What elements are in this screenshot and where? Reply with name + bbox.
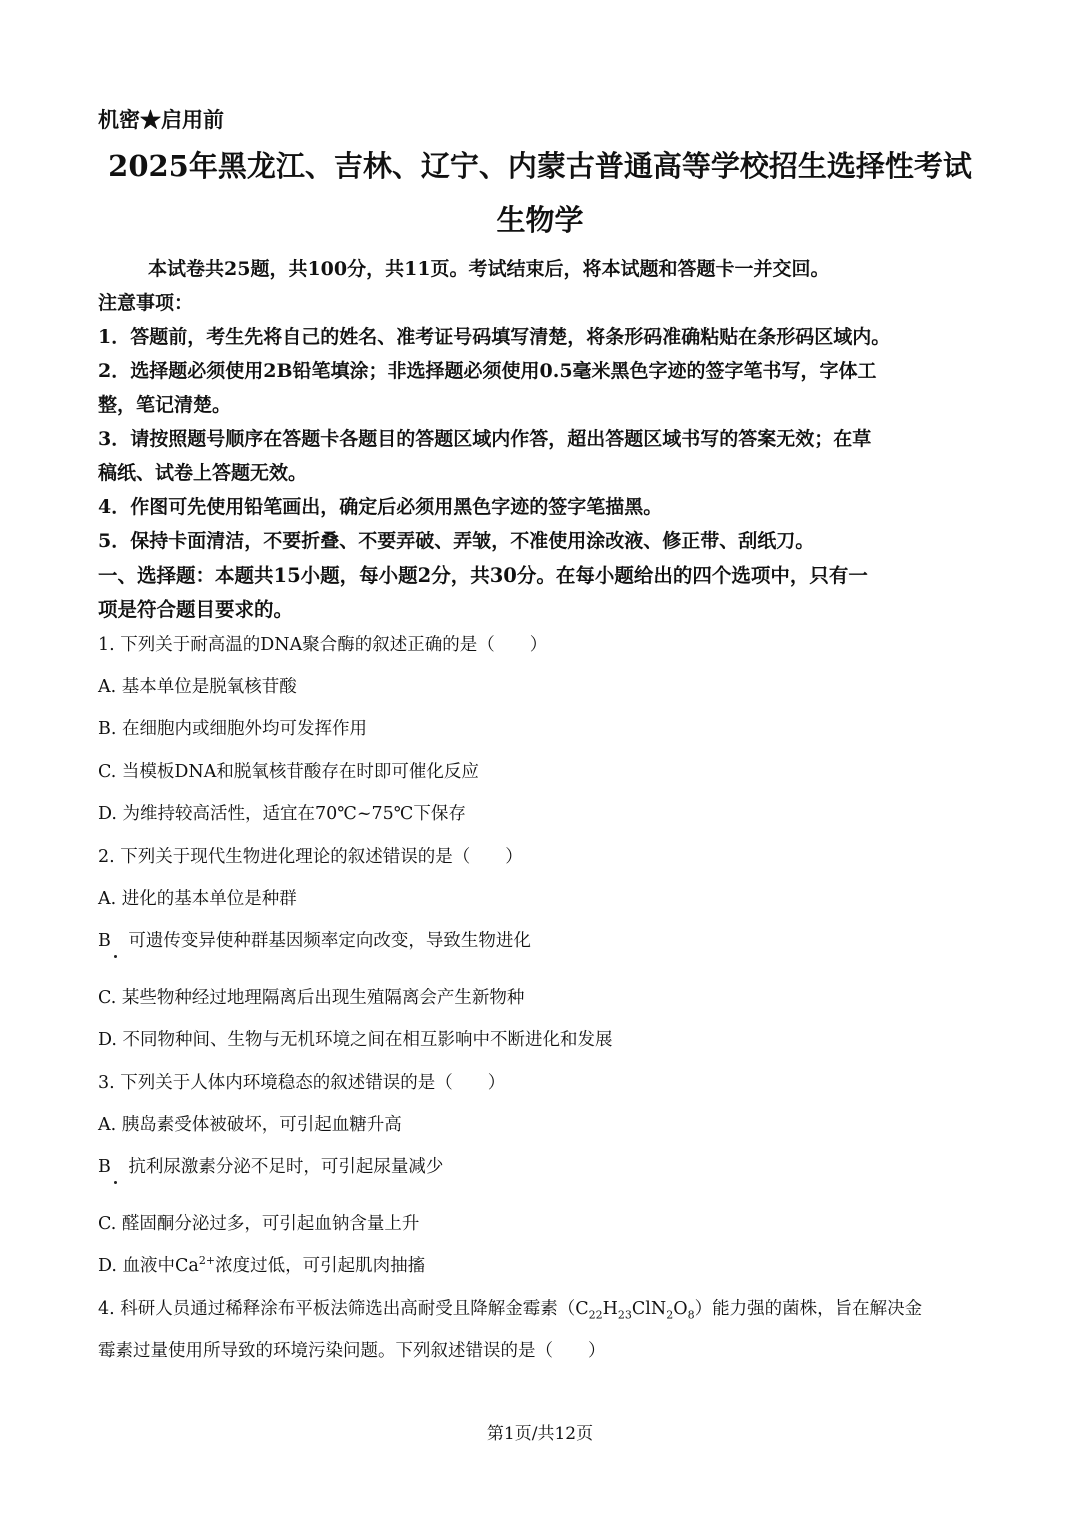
notice-item: 3．请按照题号顺序在答题卡各题目的答题区域内作答，超出答题区域书写的答案无效；在草: [98, 428, 872, 450]
notice-item: 5．保持卡面清洁，不要折叠、不要弄破、弄皱，不准使用涂改液、修正带、刮纸刀。: [98, 530, 815, 552]
option-d: D. 为维持较高活性，适宜在70℃~75℃下保存: [98, 804, 466, 824]
question-stem: 2. 下列关于现代生物进化理论的叙述错误的是（ ）: [98, 847, 523, 867]
section-heading: 一、选择题：本题共15小题，每小题2分，共30分。在每小题给出的四个选项中，只有一: [98, 564, 868, 587]
question-stem-continued: 霉素过量使用所导致的环境污染问题。下列叙述错误的是（ ）: [98, 1341, 606, 1361]
exam-title: 2025年黑龙江、吉林、辽宁、内蒙古普通高等学校招生选择性考试: [108, 149, 972, 183]
option-b: B 可遗传变异使种群基因频率定向改变，导致生物进化: [98, 931, 531, 951]
notice-item: 稿纸、试卷上答题无效。: [98, 462, 308, 484]
option-c: C. 某些物种经过地理隔离后出现生殖隔离会产生新物种: [98, 988, 525, 1008]
option-a: A. 进化的基本单位是种群: [98, 889, 297, 909]
subject-title: 生物学: [496, 203, 584, 237]
dot-mark: [114, 955, 117, 958]
option-c: C. 醛固酮分泌过多，可引起血钠含量上升: [98, 1214, 420, 1234]
exam-intro: 本试卷共25题，共100分，共11页。考试结束后，将本试题和答题卡一并交回。: [148, 258, 830, 280]
option-a: A. 胰岛素受体被破坏，可引起血糖升高: [98, 1115, 402, 1135]
notice-heading: 注意事项：: [98, 292, 194, 314]
question-stem: 4. 科研人员通过稀释涂布平板法筛选出高耐受且降解金霉素$(C_{22}H_{23}ClN_2O_8)$能力强的菌株，旨在解决金: [98, 1299, 923, 1322]
option-c: C. 当模板DNA和脱氧核苷酸存在时即可催化反应: [98, 762, 479, 782]
question-stem: 3. 下列关于人体内环境稳态的叙述错误的是（ ）: [98, 1073, 506, 1093]
option-d: D. 血液中$Ca^{2+}$浓度过低，可引起肌肉抽搐: [98, 1254, 426, 1276]
section-heading: 项是符合题目要求的。: [98, 598, 294, 621]
question-stem: 1. 下列关于耐高温的DNA聚合酶的叙述正确的是（ ）: [98, 635, 548, 655]
confidential-label: 机密★启用前: [98, 107, 224, 132]
option-a: A. 基本单位是脱氧核苷酸: [98, 677, 297, 697]
notice-item: 2．选择题必须使用2B铅笔填涂；非选择题必须使用0.5毫米黑色字迹的签字笔书写，字体工: [98, 360, 877, 382]
page-footer: 第1页/共12页: [486, 1424, 594, 1444]
option-b: B 抗利尿激素分泌不足时，可引起尿量减少: [98, 1157, 444, 1177]
option-b: B. 在细胞内或细胞外均可发挥作用: [98, 719, 367, 739]
option-d: D. 不同物种间、生物与无机环境之间在相互影响中不断进化和发展: [98, 1030, 613, 1050]
notice-item: 1．答题前，考生先将自己的姓名、准考证号码填写清楚，将条形码准确粘贴在条形码区域内。: [98, 326, 891, 348]
dot-mark: [114, 1181, 117, 1184]
notice-item: 4．作图可先使用铅笔画出，确定后必须用黑色字迹的签字笔描黑。: [98, 496, 663, 518]
notice-item: 整，笔记清楚。: [98, 394, 232, 416]
